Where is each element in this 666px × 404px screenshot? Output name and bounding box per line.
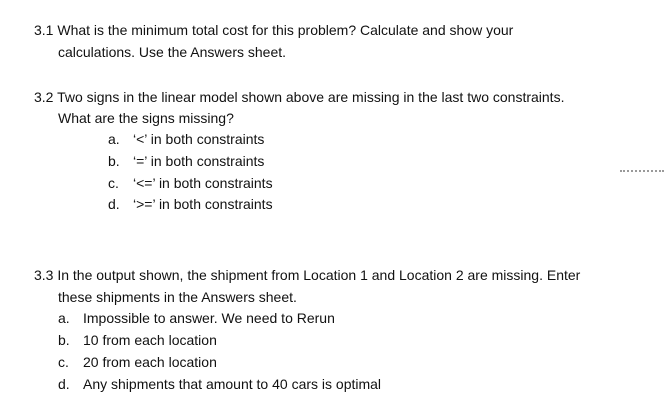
- question-3-3-line-2: these shipments in the Answers sheet.: [58, 289, 297, 305]
- option-text: 20 from each location: [83, 354, 217, 370]
- question-3-2-line-2: What are the signs missing?: [58, 110, 234, 126]
- option-text: ‘<’ in both constraints: [133, 131, 265, 147]
- option-text: Any shipments that amount to 40 cars is optimal: [83, 376, 382, 392]
- option-letter: c.: [58, 354, 69, 370]
- question-3-1-line-2: calculations. Use the Answers sheet.: [58, 44, 287, 60]
- option-text: 10 from each location: [83, 332, 217, 348]
- question-3-3-line-1: 3.3 In the output shown, the shipment from Location 1 and Location 2 are missing. Enter: [34, 267, 581, 283]
- option-letter: d.: [108, 196, 120, 212]
- option-letter: a.: [58, 310, 70, 326]
- option-letter: d.: [58, 376, 70, 392]
- option-text: ‘=’ in both constraints: [133, 153, 265, 169]
- question-3-1-line-1: 3.1 What is the minimum total cost for this problem? Calculate and show your: [34, 22, 514, 38]
- option-text: ‘>=’ in both constraints: [133, 196, 273, 212]
- option-letter: a.: [108, 131, 120, 147]
- option-letter: b.: [58, 332, 70, 348]
- option-letter: c.: [108, 175, 119, 191]
- question-3-2-line-1: 3.2 Two signs in the linear model shown above are missing in the last two constraints.: [34, 89, 565, 105]
- option-text: ‘<=’ in both constraints: [133, 175, 273, 191]
- option-text: Impossible to answer. We need to Rerun: [83, 310, 335, 326]
- option-letter: b.: [108, 153, 120, 169]
- dotted-separator: [620, 170, 664, 172]
